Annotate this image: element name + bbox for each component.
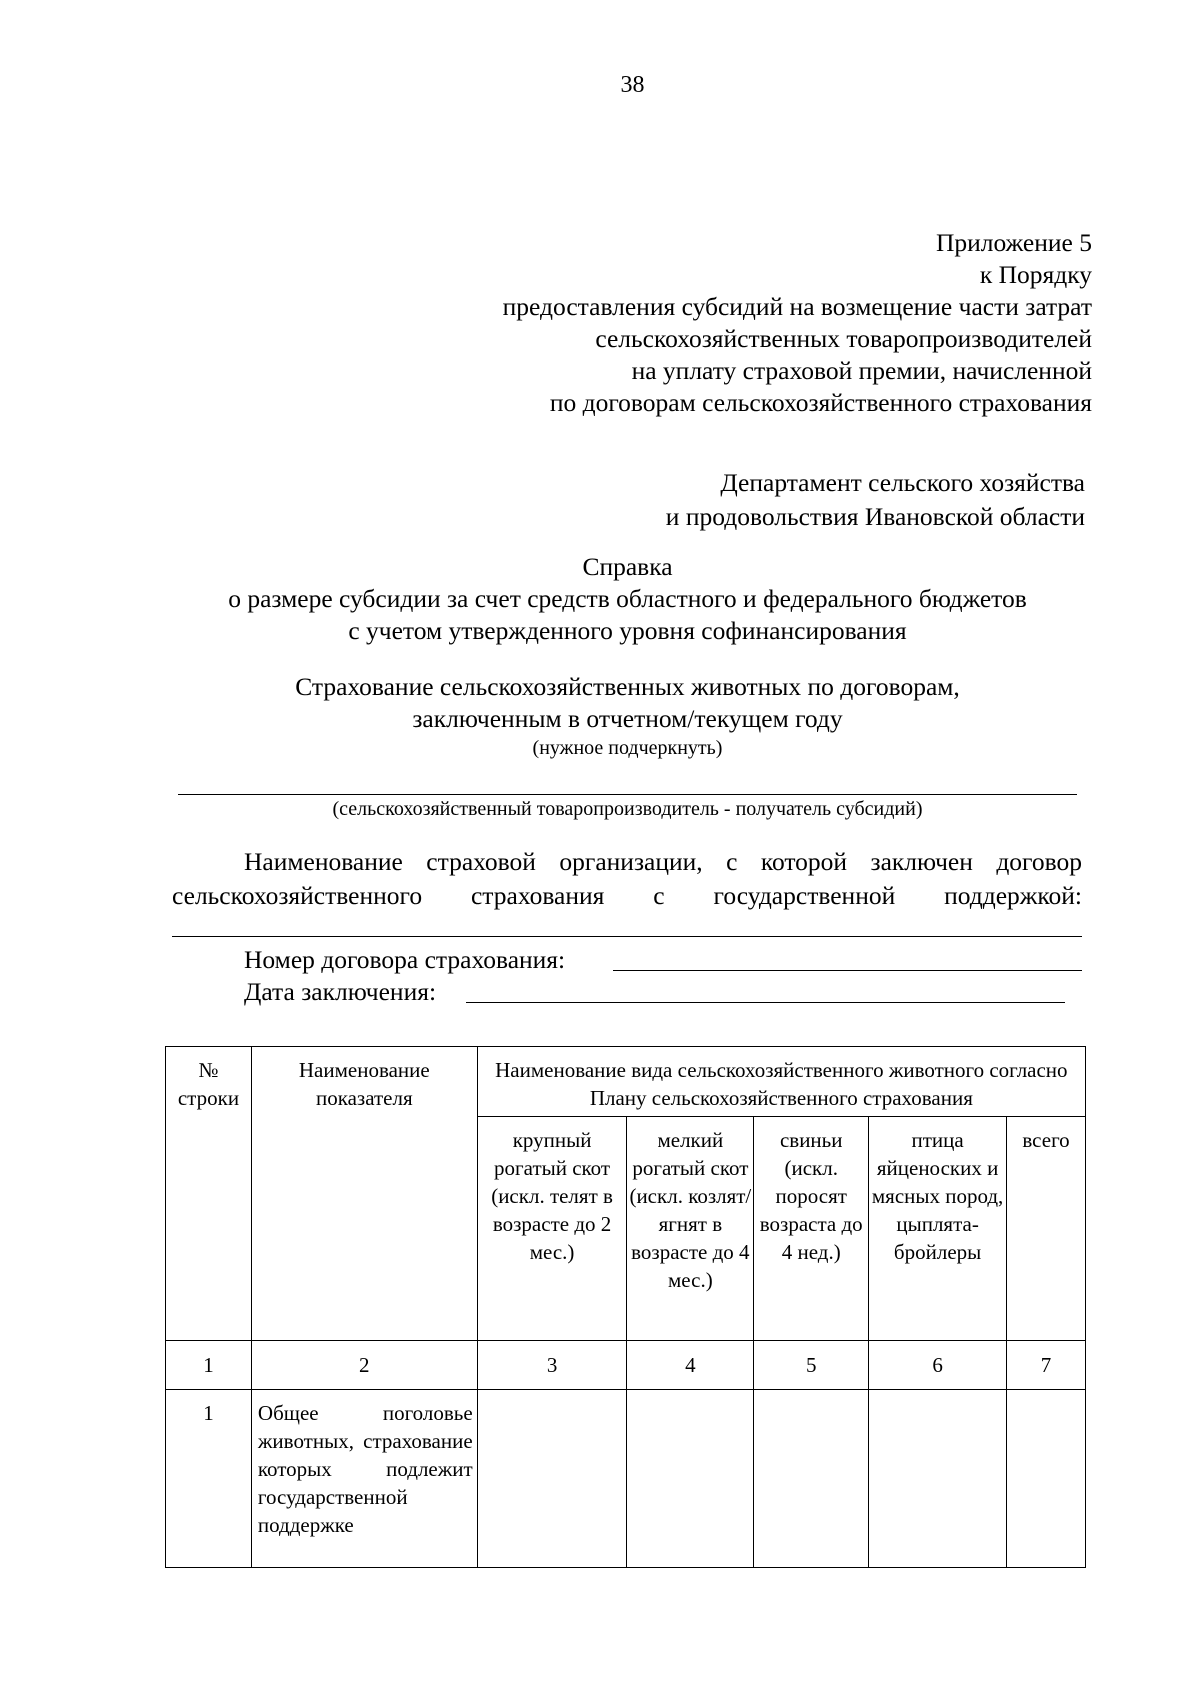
column-number: 4 xyxy=(627,1341,754,1390)
column-number: 7 xyxy=(1007,1341,1086,1390)
value-cell-cattle[interactable] xyxy=(477,1390,627,1568)
document-subtitle-line: с учетом утвержденного уровня софинансирования xyxy=(348,616,907,645)
insurer-line-text: Наименование страховой организации, с которой заключен договор xyxy=(244,847,1082,876)
value-cell-pigs[interactable] xyxy=(754,1390,869,1568)
column-number: 3 xyxy=(477,1341,627,1390)
appendix-line: Приложение 5 xyxy=(936,228,1092,257)
insurer-paragraph xyxy=(172,845,1082,913)
header-row-no: № строки xyxy=(166,1047,252,1341)
department-block xyxy=(666,466,1085,534)
column-number: 5 xyxy=(754,1341,869,1390)
value-cell-small-cattle[interactable] xyxy=(627,1390,754,1568)
header-animal-group: Наименование вида сельскохозяйственного животного согласно Плану сельскохозяйственного страхования xyxy=(477,1047,1085,1117)
row-number: 1 xyxy=(166,1390,252,1568)
column-number: 2 xyxy=(251,1341,477,1390)
subject-block xyxy=(170,671,1085,761)
appendix-line: сельскохозяйственных товаропроизводителей xyxy=(595,324,1092,353)
document-heading xyxy=(170,551,1085,647)
insurer-fill-line[interactable] xyxy=(172,936,1082,937)
recipient-fill-line[interactable] xyxy=(178,794,1077,795)
appendix-block xyxy=(503,227,1092,419)
subject-note: (нужное подчеркнуть) xyxy=(532,737,723,759)
row-indicator: Общее поголовье животных, страхование которых подлежит государственной поддержке xyxy=(257,1401,473,1537)
appendix-line: на уплату страховой премии, начисленной xyxy=(631,356,1092,385)
column-number: 6 xyxy=(869,1341,1007,1390)
header-small-cattle: мелкий рогатый скот (искл. козлят/ ягнят в возрасте до 4 мес.) xyxy=(627,1117,754,1341)
header-total: всего xyxy=(1007,1117,1086,1341)
column-number: 1 xyxy=(166,1341,252,1390)
table-column-numbers-row xyxy=(166,1341,1086,1390)
page-number: 38 xyxy=(620,72,645,98)
department-line: Департамент сельского хозяйства xyxy=(720,468,1085,497)
value-cell-total[interactable] xyxy=(1007,1390,1086,1568)
contract-date-label: Дата заключения: xyxy=(244,977,437,1006)
header-indicator: Наименование показателя xyxy=(251,1047,477,1341)
header-cattle: крупный рогатый скот (искл. телят в возрасте до 2 мес.) xyxy=(477,1117,627,1341)
document-subtitle-line: о размере субсидии за счет средств областного и федерального бюджетов xyxy=(228,584,1027,613)
subject-line: заключенным в отчетном/текущем году xyxy=(412,704,843,733)
appendix-line: по договорам сельскохозяйственного страхования xyxy=(549,388,1092,417)
contract-number-fill-line[interactable] xyxy=(613,970,1082,971)
subject-line: Страхование сельскохозяйственных животных по договорам, xyxy=(295,672,960,701)
table-row xyxy=(166,1390,1086,1568)
subsidy-table xyxy=(165,1046,1086,1568)
recipient-caption: (сельскохозяйственный товаропроизводитель - получатель субсидий) xyxy=(332,798,923,820)
table-header-row xyxy=(166,1047,1086,1117)
insurer-line-text: сельскохозяйственного страхования с государственной поддержкой: xyxy=(172,881,1082,910)
appendix-line: предоставления субсидий на возмещение части затрат xyxy=(502,292,1092,321)
appendix-line: к Порядку xyxy=(979,260,1092,289)
header-poultry: птица яйценоских и мясных пород, цыплята-бройлеры xyxy=(869,1117,1007,1341)
contract-date-fill-line[interactable] xyxy=(466,1002,1065,1003)
header-pigs: свиньи (искл. поросят возраста до 4 нед.) xyxy=(754,1117,869,1341)
document-title: Справка xyxy=(582,552,673,581)
value-cell-poultry[interactable] xyxy=(869,1390,1007,1568)
row-indicator-cell xyxy=(251,1390,477,1568)
department-line: и продовольствия Ивановской области xyxy=(665,502,1085,531)
contract-number-label: Номер договора страхования: xyxy=(244,945,566,974)
